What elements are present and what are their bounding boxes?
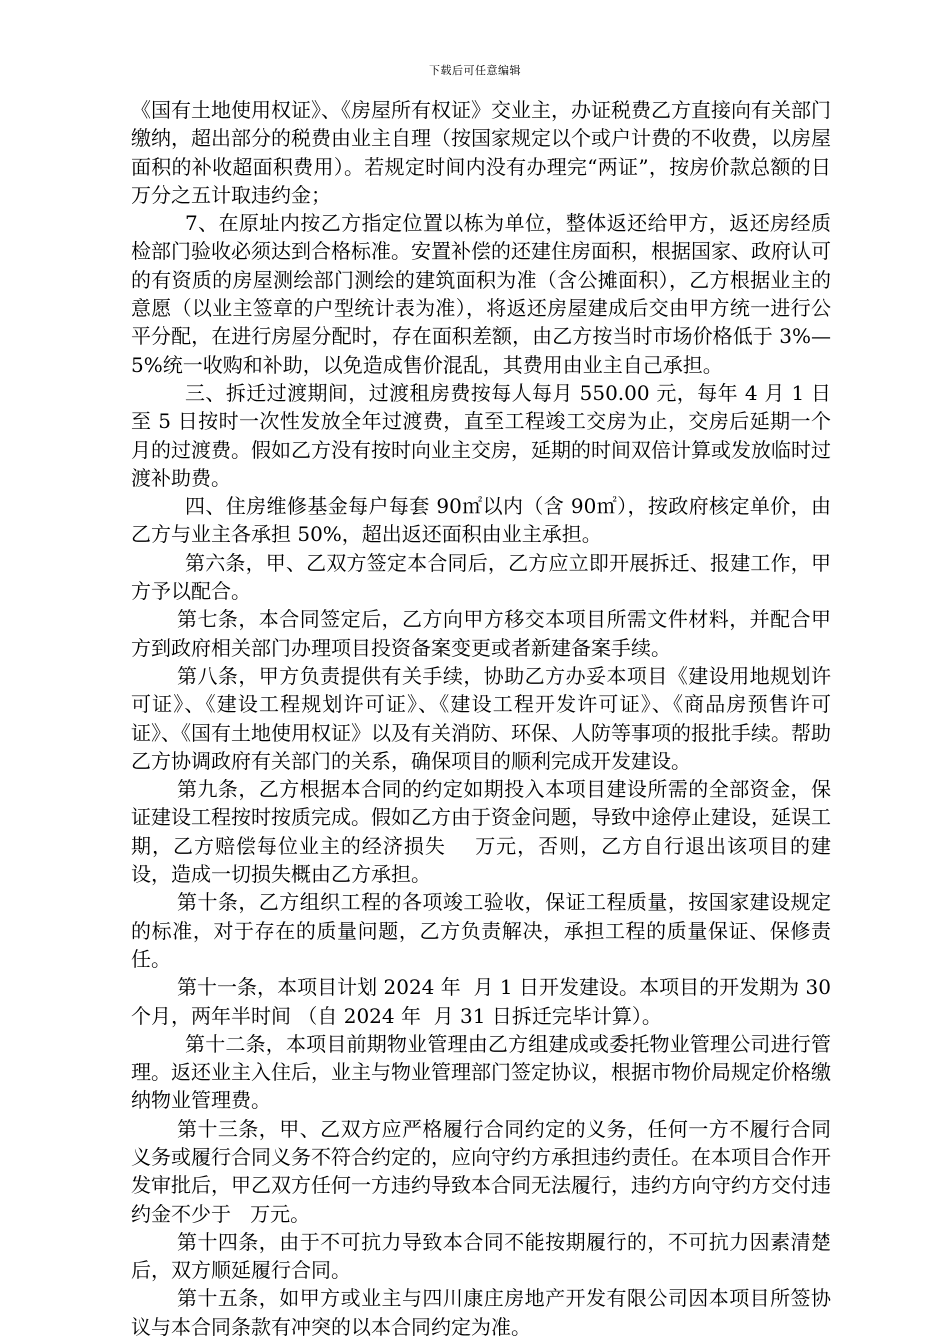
paragraph-article-8: 第八条，甲方负责提供有关手续，协助乙方办妥本项目《建设用地规划许可证》、《建设工程规划许可证》、《建设工程开发许可证》、《商品房预售许可证》、《国有土地使用权证》以及有关消防、环保、人防等事项的报批手续。帮助乙方协调政府有关部门的关系，确保项目的顺利完成开发建设。 [131, 663, 831, 773]
paragraph-section-4: 四、住房维修基金每户每套 90㎡以内（含 90㎡），按政府核定单价，由乙方与业主各承担 50%，超出返还面积由业主承担。 [131, 494, 831, 547]
paragraph-article-14: 第十四条，由于不可抗力导致本合同不能按期履行的，不可抗力因素清楚后，双方顺延履行合同。 [131, 1229, 831, 1283]
paragraph-item-7: 7、在原址内按乙方指定位置以栋为单位，整体返还给甲方，返还房经质检部门验收必须达到合格标准。安置补偿的还建住房面积，根据国家、政府认可的有资质的房屋测绘部门测绘的建筑面积为准（含公摊面积），乙方根据业主的意愿（以业主签章的户型统计表为准），将返还房屋建成后交由甲方统一进行公平分配，在进行房屋分配时，存在面积差额，由乙方按当时市场价格低于 3%—5%统一收购和补助，以免造成售价混乱，其费用由业主自己承担。 [131, 211, 831, 377]
paragraph-article-12: 第十二条，本项目前期物业管理由乙方组建成或委托物业管理公司进行管理。返还业主入住后，业主与物业管理部门签定协议，根据市物价局规定价格缴纳物业管理费。 [131, 1031, 831, 1113]
paragraph-article-7: 第七条，本合同签定后，乙方向甲方移交本项目所需文件材料，并配合甲方到政府相关部门办理项目投资备案变更或者新建备案手续。 [131, 607, 831, 660]
document-body [131, 96, 838, 1341]
page-header: 下载后可任意编辑 [429, 64, 521, 77]
paragraph-article-15: 第十五条，如甲方或业主与四川康庄房地产开发有限公司因本项目所签协议与本合同条款有冲突的以本合同约定为准。 [131, 1286, 831, 1339]
paragraph-article-6: 第六条，甲、乙双方签定本合同后，乙方应立即开展拆迁、报建工作，甲方予以配合。 [131, 550, 831, 604]
paragraph-article-9: 第九条，乙方根据本合同的约定如期投入本项目建设所需的全部资金，保证建设工程按时按质完成。假如乙方由于资金问题，导致中途停止建设，延误工期，乙方赔偿每位业主的经济损失 万元，否则，乙方自行退出该项目的建设，造成一切损失概由乙方承担。 [131, 777, 831, 887]
paragraph-article-11: 第十一条，本项目计划 2024 年 月 1 日开发建设。本项目的开发期为 30 个月，两年半时间 （自 2024 年 月 31 日拆迁完毕计算）。 [131, 975, 838, 1028]
paragraph-section-3: 三、拆迁过渡期间，过渡租房费按每人每月 550.00 元，每年 4 月 1 日至 5 日按时一次性发放全年过渡费，直至工程竣工交房为止，交房后延期一个月的过渡费。假如乙方没有按时向业主交房，延期的时间双倍计算或发放临时过渡补助费。 [131, 380, 831, 490]
paragraph-article-13: 第十三条，甲、乙双方应严格履行合同约定的义务，任何一方不履行合同义务或履行合同义务不符合约定的，应向守约方承担违约责任。在本项目合作开发审批后，甲乙双方任何一方违约导致本合同无法履行，违约方向守约方交付违约金不少于 万元。 [131, 1116, 831, 1226]
paragraph-certificates: 《国有土地使用权证》、《房屋所有权证》交业主，办证税费乙方直接向有关部门缴纳，超出部分的税费由业主自理（按国家规定以个或户计费的不收费，以房屋面积的补收超面积费用）。若规定时间内没有办理完“两证”，按房价款总额的日万分之五计取违约金； [131, 98, 831, 207]
paragraph-article-10: 第十条，乙方组织工程的各项竣工验收，保证工程质量，按国家建设规定的标准，对于存在的质量问题，乙方负责解决，承担工程的质量保证、保修责任。 [131, 890, 831, 971]
